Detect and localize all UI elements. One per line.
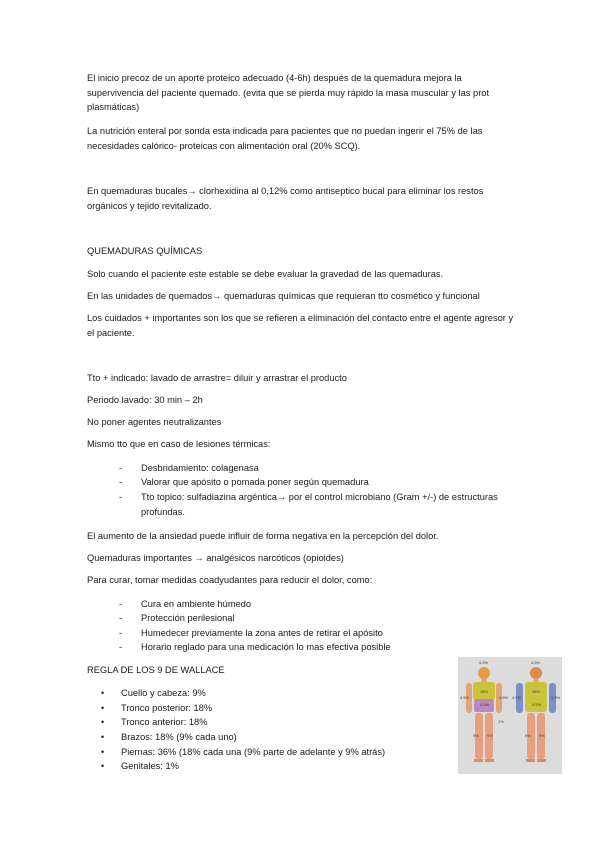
figure-label: 9% bbox=[473, 733, 479, 738]
list-item: Humedecer previamente la zona antes de retirar el apósito bbox=[141, 628, 383, 638]
paragraph-protein: El inicio precoz de un aporte proteico adecuado (4-6h) después de la quemadura mejora la supervivencia del paciente quemado. (evita que se pierda muy rápido la masa muscular y las prot plasmáticas) bbox=[87, 73, 490, 112]
paragraph-enteral: La nutrición enteral por sonda esta indicada para pacientes que no puedan ingerir el 75% de las necesidades calórico- proteicas con alimentación oral (20% SCQ). bbox=[87, 126, 483, 151]
figure-label: 4.5% bbox=[499, 695, 509, 700]
list-dash: - bbox=[119, 463, 123, 473]
list-dash: - bbox=[119, 613, 123, 623]
body-diagram bbox=[458, 657, 562, 774]
text-line: Solo cuando el paciente este estable se debe evaluar la gravedad de las quemaduras. bbox=[87, 269, 444, 279]
figure-label: 4.5% bbox=[480, 702, 490, 707]
bullet-icon: • bbox=[101, 688, 105, 698]
figure-label: 4.5% bbox=[531, 660, 541, 665]
text-line: El aumento de la ansiedad puede influir de forma negativa en la percepción del dolor. bbox=[87, 531, 439, 541]
list-item: Genitales: 1% bbox=[121, 761, 179, 771]
list-item: Horario reglado para una medicación lo mas efectiva posible bbox=[141, 642, 391, 652]
bullet-icon: • bbox=[101, 703, 105, 713]
paragraph-bucal: En quemaduras bucales→ clorhexidina al 0,12% como antiseptico bucal para eliminar los restos orgánicos y tejido revitalizado. bbox=[87, 186, 484, 211]
figure-label: 4.5% bbox=[460, 695, 470, 700]
figure-label: 4.5% bbox=[512, 695, 522, 700]
front-body-figure bbox=[466, 667, 502, 762]
list-dash: - bbox=[119, 492, 123, 502]
figure-label: 18% bbox=[532, 689, 541, 694]
list-item: Desbridamiento: colagenasa bbox=[141, 463, 259, 473]
text-line: Mismo tto que en caso de lesiones térmicas: bbox=[87, 439, 271, 449]
text-line: Tto + indicado: lavado de arrastre= diluir y arrastrar el producto bbox=[87, 373, 347, 383]
figure-label: 4.5% bbox=[479, 660, 489, 665]
figure-label: 18% bbox=[480, 689, 489, 694]
section-heading-quimicas: QUEMADURAS QUÍMICAS bbox=[87, 246, 203, 256]
list-item: Tronco posterior: 18% bbox=[121, 703, 213, 713]
list-dash: - bbox=[119, 477, 123, 487]
bullet-icon: • bbox=[101, 732, 105, 742]
section-heading-wallace: REGLA DE LOS 9 DE WALLACE bbox=[87, 665, 225, 675]
back-body-figure bbox=[516, 667, 556, 762]
figure-label: 4.5% bbox=[551, 695, 561, 700]
list-dash: - bbox=[119, 599, 123, 609]
text-line: Los cuidados + importantes son los que se refieren a eliminación del contacto entre el agente agresor y el paciente. bbox=[87, 313, 514, 338]
list-item: Cuello y cabeza: 9% bbox=[121, 688, 206, 698]
list-item: Protección perilesional bbox=[141, 613, 235, 623]
figure-label: 1% bbox=[498, 719, 504, 724]
figure-label: 9% bbox=[525, 733, 531, 738]
list-item: Tronco anterior: 18% bbox=[121, 717, 208, 727]
list-item: Piernas: 36% (18% cada una (9% parte de adelante y 9% atrás) bbox=[121, 747, 386, 757]
text-line: En las unidades de quemados→ quemaduras químicas que requieran tto cosmético y funcional bbox=[87, 291, 480, 301]
list-item: Brazos: 18% (9% cada uno) bbox=[121, 732, 237, 742]
bullet-icon: • bbox=[101, 747, 105, 757]
bullet-icon: • bbox=[101, 717, 105, 727]
figure-label: 4.5% bbox=[532, 702, 542, 707]
list-dash: - bbox=[119, 642, 123, 652]
wallace-rule-of-nines-figure bbox=[458, 657, 562, 774]
list-item: Cura en ambiente húmedo bbox=[141, 599, 252, 609]
text-line: No poner agentes neutralizantes bbox=[87, 417, 222, 427]
list-item: Tto topico: sulfadiazina argéntica→ por el control microbiano (Gram +/-) de estructuras profundas. bbox=[141, 492, 498, 517]
figure-label: 9% bbox=[539, 733, 545, 738]
text-line: Quemaduras importantes → analgésicos narcóticos (opioides) bbox=[87, 553, 344, 563]
text-line: Para curar, tomar medidas coadyudantes para reducir el dolor, como: bbox=[87, 575, 373, 585]
list-item: Valorar que apósito o pomada poner según quemadura bbox=[141, 477, 369, 487]
figure-label: 9% bbox=[487, 733, 493, 738]
text-line: Periodo lavado: 30 min – 2h bbox=[87, 395, 203, 405]
list-dash: - bbox=[119, 628, 123, 638]
bullet-icon: • bbox=[101, 761, 105, 771]
